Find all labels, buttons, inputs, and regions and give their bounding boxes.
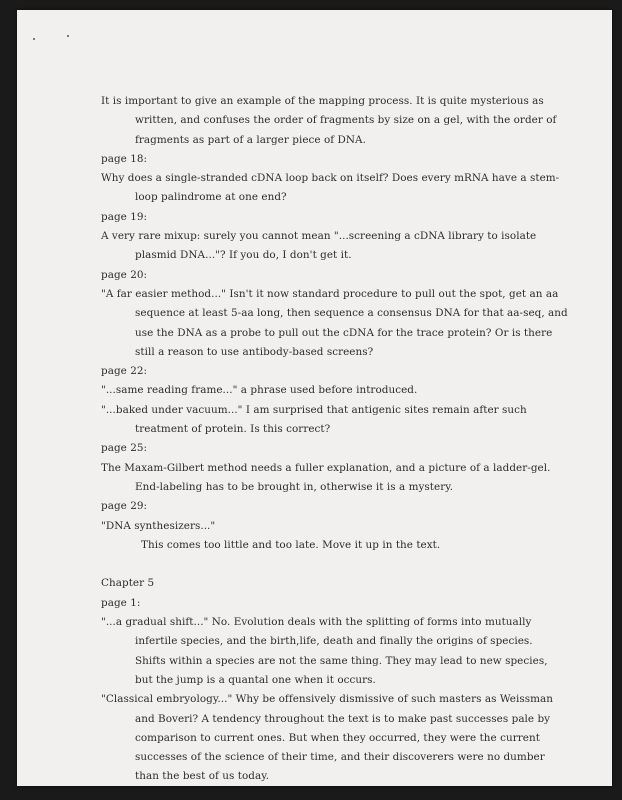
blank-line (101, 555, 541, 574)
text-line: page 25: (101, 442, 148, 455)
text-line: "A far easier method..." Isn't it now standard procedure to pull out the spot, get an aa (101, 287, 559, 300)
text-line: End-labeling has to be brought in, otherwise it is a mystery. (135, 480, 454, 493)
text-line: A very rare mixup: surely you cannot mean "...screening a cDNA library to isolate (101, 230, 537, 243)
text-line: sequence at least 5-aa long, then sequence a consensus DNA for that aa-seq, and (135, 307, 568, 320)
text-line: plasmid DNA..."? If you do, I don't get it. (135, 249, 352, 262)
text-line: "...baked under vacuum..." I am surprised that antigenic sites remain after such (101, 403, 527, 416)
text-line: page 19: (101, 210, 148, 223)
text-line: Shifts within a species are not the same thing. They may lead to new species, (135, 654, 548, 667)
text-line: fragments as part of a larger piece of DNA. (135, 133, 366, 146)
text-line: Why does a single-stranded cDNA loop back on itself? Does every mRNA have a stem- (101, 172, 560, 185)
text-line: and Boveri? A tendency throughout the text is to make past successes pale by (135, 712, 551, 725)
paper-speck (67, 35, 69, 37)
text-line: but the jump is a quantal one when it occurs. (135, 673, 376, 686)
paper-speck (33, 38, 35, 40)
text-line: "Classical embryology..." Why be offensively dismissive of such masters as Weissman (101, 693, 553, 706)
text-line: "...same reading frame..." a phrase used before introduced. (101, 384, 418, 397)
text-line: comparison to current ones. But when they occurred, they were the current (135, 731, 540, 744)
text-line: still a reason to use antibody-based screens? (135, 345, 374, 358)
text-line: successes of the science of their time, and their discoverers were no dumber (135, 751, 545, 764)
paper-sheet (17, 10, 612, 786)
text-line: page 1: (101, 596, 141, 609)
text-line: page 20: (101, 268, 148, 281)
text-line: written, and confuses the order of fragments by size on a gel, with the order of (135, 114, 557, 127)
text-line: Chapter 5 (101, 577, 155, 590)
text-line: use the DNA as a probe to pull out the cDNA for the trace protein? Or is there (135, 326, 553, 339)
text-line: loop palindrome at one end? (135, 191, 287, 204)
text-line: page 22: (101, 365, 148, 378)
text-line: "DNA synthesizers..." (101, 519, 216, 532)
text-line: "...a gradual shift..." No. Evolution deals with the splitting of forms into mutually (101, 616, 532, 629)
text-line: than the best of us today. (135, 770, 270, 783)
typed-review-notes (101, 92, 568, 787)
text-line: It is important to give an example of the mapping process. It is quite mysterious as (101, 95, 544, 107)
text-line: The Maxam-Gilbert method needs a fuller explanation, and a picture of a ladder-gel. (101, 461, 551, 474)
text-line: page 18: (101, 152, 148, 165)
text-line: page 29: (101, 500, 148, 513)
text-line: treatment of protein. Is this correct? (135, 423, 331, 436)
text-line: This comes too little and too late. Move it up in the text. (141, 538, 441, 551)
text-line: infertile species, and the birth,life, death and finally the origins of species. (135, 635, 533, 648)
